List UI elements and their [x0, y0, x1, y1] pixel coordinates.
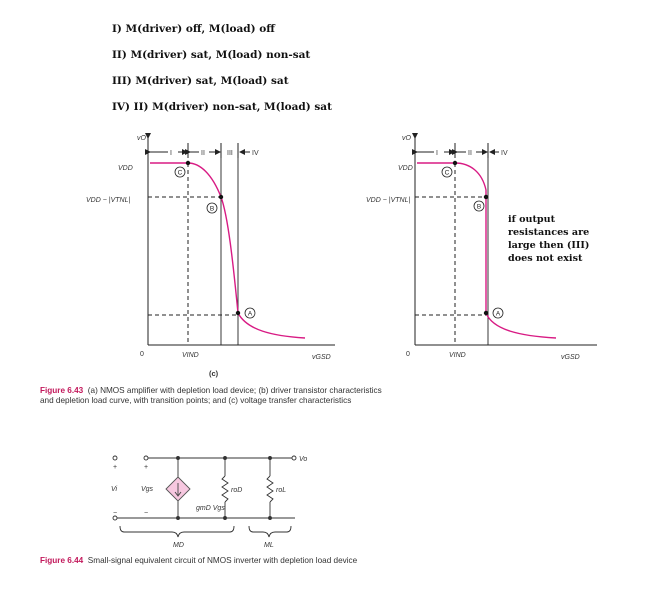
region-i-marker: I [436, 150, 438, 157]
region-i-marker: I [170, 150, 172, 157]
figure-6-43-caption [40, 386, 385, 406]
region-label-3: III) M(driver) sat, M(load) sat [112, 75, 289, 87]
figure-6-44-number: Figure 6.44 [40, 556, 84, 565]
vgs-label: Vgs [141, 486, 154, 493]
x-axis-label: vGSD [561, 354, 580, 361]
vdd-label: VDD [118, 165, 133, 172]
region-iv-marker: IV [252, 150, 259, 157]
figure-6-43-number: Figure 6.43 [40, 386, 84, 395]
source-label: gmD Vgs [196, 505, 225, 512]
rol-label: roL [276, 487, 287, 494]
vi-label: Vi [111, 486, 118, 493]
vdd-label: VDD [398, 165, 413, 172]
x-axis-label: vGSD [312, 354, 331, 361]
vgs-plus: + [144, 464, 149, 471]
region-ii-marker: II [468, 150, 472, 157]
point-b-label: B [209, 205, 215, 213]
annotation-note: if output resistances are large then (III) does not exist [508, 214, 590, 264]
vi-minus: − [113, 510, 118, 517]
point-a-label: A [495, 310, 501, 318]
vind-label: VIND [182, 352, 199, 359]
vtnl-label: VDD − |VTNL| [86, 197, 131, 204]
vtnl-label: VDD − |VTNL| [366, 197, 411, 204]
region-label-4: IV) II) M(driver) non-sat, M(load) sat [112, 101, 332, 113]
subfigure-label: (c) [209, 369, 219, 378]
region-iv-marker: IV [501, 150, 508, 157]
figure-6-44-caption [40, 556, 460, 566]
region-label-2: II) M(driver) sat, M(load) non-sat [112, 49, 311, 61]
small-signal-circuit [113, 456, 296, 537]
region-label-1: I) M(driver) off, M(load) off [112, 23, 275, 35]
circuit-labels [111, 456, 307, 549]
rod-label: roD [231, 487, 243, 494]
region-iii-marker: III [227, 150, 233, 157]
md-label: MD [173, 542, 184, 549]
vtc-plot-left [86, 135, 335, 378]
point-c-label: C [444, 169, 450, 177]
y-axis-label: vO [137, 135, 146, 142]
transfer-curve [150, 163, 305, 338]
point-c-label: C [177, 169, 183, 177]
figure-6-43-text: (a) NMOS amplifier with depletion load device; (b) driver transistor characteristics and depletion load curve, with transition points; and (c) voltage transfer characteristics [40, 386, 382, 405]
y-axis-label: vO [402, 135, 411, 142]
origin-label: 0 [406, 351, 410, 358]
vind-label: VIND [449, 352, 466, 359]
vi-plus: + [113, 464, 118, 471]
region-ii-marker: II [201, 150, 205, 157]
vo-label: Vo [299, 456, 308, 463]
vgs-minus: − [144, 510, 149, 517]
point-a-label: A [247, 310, 253, 318]
origin-label: 0 [140, 351, 144, 358]
figure-6-44-text: Small-signal equivalent circuit of NMOS inverter with depletion load device [87, 556, 358, 565]
point-b-label: B [476, 203, 482, 211]
ml-label: ML [264, 542, 274, 549]
